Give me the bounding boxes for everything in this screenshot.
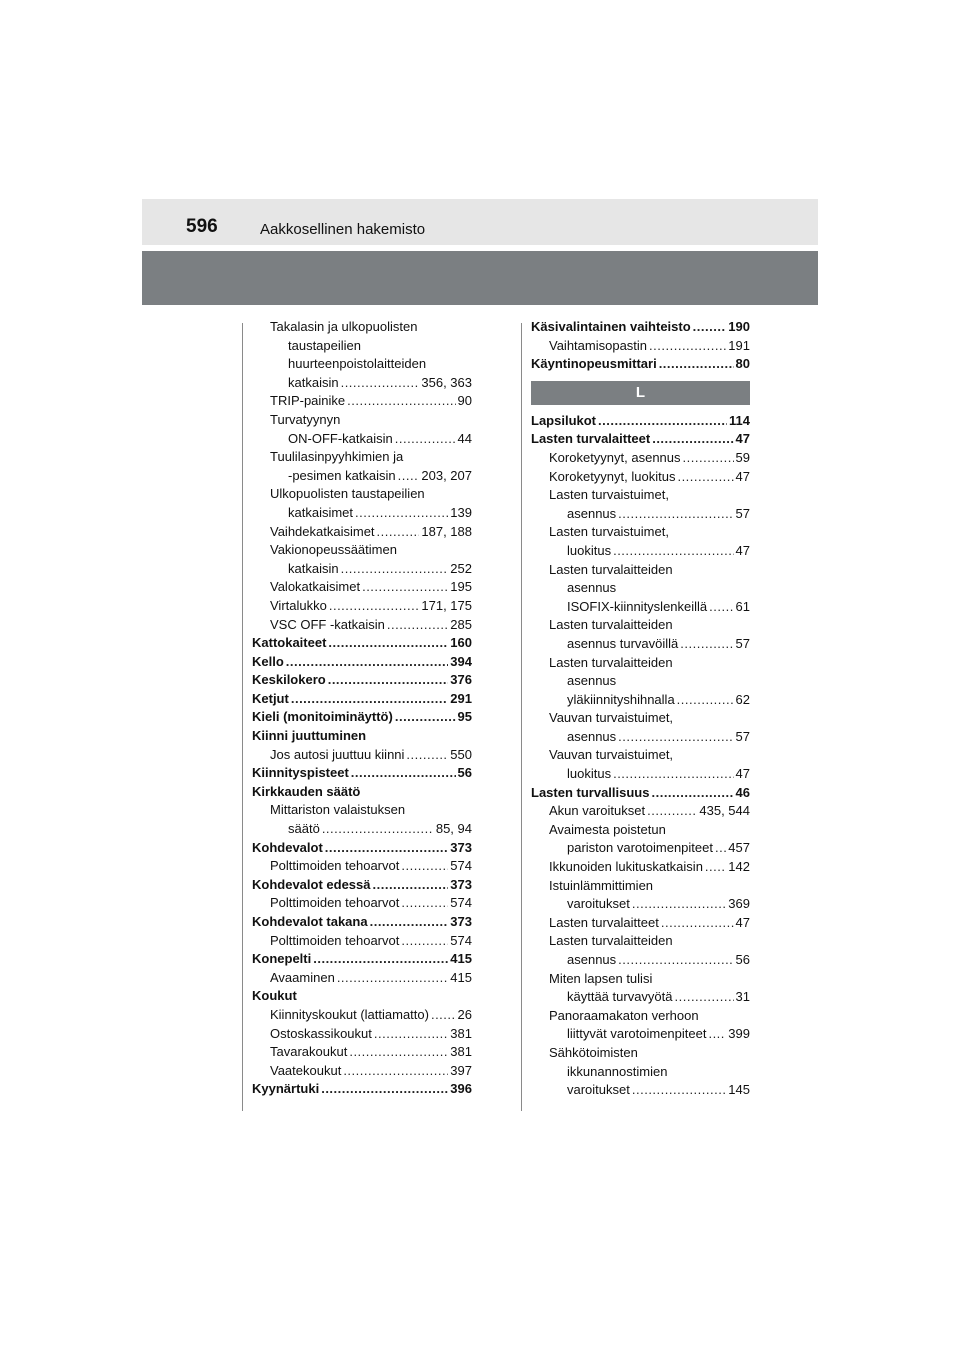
index-heading-line: Lasten turvaistuimet, (549, 487, 669, 503)
index-heading-line: Lasten turvalaitteiden (549, 617, 673, 633)
index-entry-page: 397 (450, 1062, 472, 1078)
index-entry-term: Lapsilukot (531, 412, 597, 428)
index-heading-line: Vakionopeussäätimen (270, 542, 397, 558)
index-entry-term: Koroketyynyt, asennus (549, 449, 681, 465)
index-entry-page: 285 (450, 616, 472, 632)
index-entry-page: 47 (735, 542, 750, 558)
index-entry-page: 61 (735, 598, 750, 614)
index-entry-page: 373 (450, 876, 472, 892)
index-entry-page: 160 (450, 635, 472, 651)
page-title: Aakkosellinen hakemisto (260, 221, 426, 238)
index-entry (252, 894, 472, 913)
index-entry-page: 369 (728, 896, 750, 912)
dot-leader (680, 635, 733, 654)
dot-leader (337, 969, 448, 988)
dot-leader (321, 1080, 448, 1099)
index-entry (252, 671, 472, 690)
index-entry-term: Vaihdekatkaisimet (270, 523, 375, 539)
index-heading-line: Avaimesta poistetun (549, 821, 666, 837)
dot-leader (395, 430, 456, 449)
index-entry-page: 381 (450, 1025, 472, 1041)
index-entry-term: Kohdevalot takana (252, 914, 368, 929)
index-entry-term: katkaisin (288, 560, 339, 576)
index-entry (252, 634, 472, 653)
index-entry-term: Lasten turvalaitteet (549, 914, 659, 930)
index-entry-term: Käsivalintainen vaihteisto (531, 319, 691, 334)
dot-leader (341, 560, 449, 579)
left-divider (242, 323, 243, 1111)
index-entry-term: Lasten turvallisuus (531, 784, 650, 800)
page-number: 596 (186, 216, 218, 237)
dot-leader (401, 932, 448, 951)
index-entry-term: Polttimoiden tehoarvot (270, 932, 400, 948)
dot-leader (677, 468, 733, 487)
center-divider (521, 323, 522, 1111)
index-entry-page: 26 (457, 1006, 472, 1022)
index-entry-term: Kiinnityspisteet (252, 765, 349, 781)
index-entry-term: TRIP-painike (270, 393, 346, 409)
index-entry (531, 412, 750, 431)
index-heading-line: Istuinlämmittimien (549, 877, 654, 893)
dot-leader (677, 691, 734, 710)
index-entry-page: 550 (450, 746, 472, 762)
index-entry (531, 951, 750, 970)
section-band (142, 251, 818, 305)
index-column-left (252, 318, 472, 1099)
index-entry-term: Kattokaiteet (252, 635, 327, 651)
index-entry (252, 839, 472, 858)
index-heading-line: ikkunannostimien (567, 1063, 668, 1079)
index-entry-page: 114 (729, 412, 750, 428)
dot-leader (598, 412, 727, 431)
dot-leader (683, 449, 734, 468)
index-entry-page: 47 (735, 914, 750, 930)
index-heading-line: huurteenpoistolaitteiden (288, 356, 427, 372)
index-entry-page: 62 (735, 691, 750, 707)
index-entry (531, 468, 750, 487)
index-entry-page: 394 (450, 653, 472, 669)
dot-leader (322, 820, 434, 839)
index-entry (252, 392, 472, 411)
dot-leader (355, 504, 448, 523)
index-entry (252, 560, 472, 579)
index-entry-term: Valokatkaisimet (270, 579, 361, 595)
index-entry (531, 765, 750, 784)
index-entry-page: 139 (450, 504, 472, 520)
index-entry-page: 376 (450, 672, 472, 688)
index-entry-page: 457 (728, 840, 750, 856)
index-heading-line: Mittariston valaistuksen (270, 802, 406, 818)
index-heading-line: asennus (567, 580, 617, 596)
index-entry-page: 203, 207 (421, 467, 472, 483)
dot-leader (401, 857, 448, 876)
index-entry (531, 858, 750, 877)
index-entry-term: Konepelti (252, 951, 312, 967)
index-entry-page: 195 (450, 579, 472, 595)
index-entry-page: 57 (735, 635, 750, 651)
index-entry-term: varoitukset (567, 1082, 630, 1098)
index-entry (252, 746, 472, 765)
index-entry (531, 784, 750, 803)
index-heading-line: Sähkötoimisten (549, 1044, 638, 1060)
index-entry (252, 1006, 472, 1025)
index-entry-term: Jos autosi juuttuu kiinni (270, 746, 405, 762)
index-heading-line: Lasten turvalaitteiden (549, 561, 673, 577)
index-entry-term: Kyynärtuki (252, 1081, 320, 1097)
index-entry-term: Vaihtamisopastin (549, 337, 648, 353)
index-entry-page: 399 (728, 1026, 750, 1042)
index-entry-term: asennus (567, 952, 617, 967)
index-entry (252, 1080, 472, 1099)
dot-leader (613, 542, 733, 561)
index-entry-term: Koroketyynyt, luokitus (549, 468, 676, 484)
dot-leader (401, 894, 448, 913)
index-heading-line: asennus (567, 673, 617, 689)
dot-leader (362, 578, 448, 597)
index-entry-page: 31 (735, 989, 750, 1005)
index-entry-page: 191 (728, 337, 750, 353)
index-entry-term: luokitus (567, 766, 612, 782)
dot-leader (373, 876, 449, 895)
index-heading-line: Ulkopuolisten taustapeilien (270, 486, 425, 502)
index-entry-term: Keskilokero (252, 672, 326, 688)
dot-leader (618, 505, 733, 524)
dot-leader (347, 392, 455, 411)
index-entry (252, 820, 472, 839)
dot-leader (291, 690, 448, 709)
index-entry (531, 988, 750, 1007)
index-entry (531, 542, 750, 561)
index-entry-term: Kieli (monitoiminäyttö) (252, 709, 393, 725)
dot-leader (613, 765, 733, 784)
index-entry-term: katkaisin (288, 374, 339, 390)
dot-leader (708, 1025, 726, 1044)
index-entry-term: Tavarakoukut (270, 1044, 348, 1060)
index-entry (252, 690, 472, 709)
index-entry (252, 430, 472, 449)
index-entry-term: katkaisimet (288, 504, 354, 520)
dot-leader (374, 1025, 448, 1044)
dot-leader (377, 523, 420, 542)
index-entry (252, 708, 472, 727)
index-heading-line: Miten lapsen tulisi (549, 970, 653, 986)
index-entry-term: -pesimen katkaisin (288, 467, 396, 483)
index-entry-term: ISOFIX-kiinnityslenkeillä (567, 598, 708, 614)
index-entry (531, 505, 750, 524)
index-entry (531, 337, 750, 356)
index-entry-term: ON-OFF-katkaisin (288, 430, 393, 446)
index-entry (252, 764, 472, 783)
index-entry-term: varoitukset (567, 896, 630, 912)
dot-leader (661, 914, 734, 933)
index-entry (531, 728, 750, 747)
index-heading-line: taustapeilien (288, 337, 361, 353)
index-entry (531, 802, 750, 821)
index-entry (252, 597, 472, 616)
index-entry-page: 59 (735, 449, 750, 465)
index-entry (531, 449, 750, 468)
index-entry-term: Virtalukko (270, 597, 327, 613)
dot-leader (659, 355, 734, 374)
index-entry-page: 142 (728, 859, 750, 875)
index-entry-page: 47 (735, 468, 750, 484)
index-entry-term: Kohdevalot edessä (252, 876, 371, 892)
index-entry (531, 839, 750, 858)
index-entry-term: Kohdevalot (252, 839, 323, 855)
index-entry (531, 430, 750, 449)
dot-leader (328, 634, 448, 653)
index-entry-term: Ostoskassikoukut (270, 1025, 372, 1041)
index-heading-line: Lasten turvalaitteiden (549, 933, 673, 949)
index-entry-term: asennus (567, 505, 617, 521)
index-entry-term: Lasten turvalaitteet (531, 431, 651, 447)
dot-leader (313, 950, 448, 969)
index-entry-page: 57 (735, 505, 750, 521)
index-entry (252, 950, 472, 969)
index-entry-term: liittyvät varotoimenpiteet (567, 1026, 707, 1042)
dot-leader (675, 988, 734, 1007)
index-entry-page: 190 (728, 319, 750, 334)
index-entry-page: 90 (457, 393, 472, 409)
dot-leader (406, 746, 448, 765)
index-entry-term: Ketjut (252, 690, 289, 706)
index-heading-line: Panoraamakaton verhoon (549, 1007, 699, 1023)
index-entry-term: säätö (288, 821, 320, 837)
index-entry-term: Kiinnityskoukut (lattiamatto) (270, 1006, 429, 1022)
index-entry-page: 95 (457, 709, 472, 725)
index-entry (252, 467, 472, 486)
dot-leader (651, 784, 733, 803)
index-entry-page: 252 (450, 560, 472, 576)
index-entry-page: 57 (735, 728, 750, 744)
dot-leader (387, 616, 448, 635)
index-entry-page: 574 (450, 895, 472, 911)
index-entry-page: 415 (450, 969, 472, 985)
dot-leader (349, 1043, 448, 1062)
index-heading-line: Turvatyynyn (270, 411, 341, 427)
index-heading-line: Lasten turvaistuimet, (549, 524, 669, 540)
index-entry-page: 373 (450, 839, 472, 855)
dot-leader (341, 374, 420, 393)
index-entry (252, 1043, 472, 1062)
dot-leader (647, 802, 697, 821)
index-entry-term: Polttimoiden tehoarvot (270, 858, 400, 874)
index-entry-term: Käyntinopeusmittari (531, 356, 657, 372)
index-heading-line: Koukut (252, 988, 297, 1004)
dot-leader (431, 1006, 456, 1025)
index-entry-page: 291 (450, 690, 472, 706)
index-entry (252, 523, 472, 542)
index-entry (531, 1081, 750, 1100)
dot-leader (329, 597, 420, 616)
index-entry (531, 635, 750, 654)
index-entry (252, 932, 472, 951)
index-entry-page: 381 (450, 1044, 472, 1060)
dot-leader (705, 858, 726, 877)
dot-leader (632, 895, 726, 914)
index-entry-page: 56 (457, 765, 472, 781)
index-entry-page: 47 (735, 431, 750, 447)
dot-leader (325, 839, 449, 858)
index-entry-page: 373 (450, 914, 472, 929)
index-entry (531, 598, 750, 617)
index-entry (531, 1025, 750, 1044)
index-entry (252, 616, 472, 635)
index-entry (531, 355, 750, 374)
index-entry-page: 44 (457, 430, 472, 446)
dot-leader (649, 337, 726, 356)
index-entry (252, 504, 472, 523)
index-entry-page: 80 (735, 356, 750, 372)
index-entry-term: asennus (567, 728, 617, 744)
index-entry-page: 396 (450, 1081, 472, 1097)
index-heading-line: Kirkkauden säätö (252, 783, 361, 799)
index-entry-page: 56 (735, 952, 750, 967)
index-heading-line: Takalasin ja ulkopuolisten (270, 319, 418, 334)
index-entry-term: Kello (252, 653, 284, 669)
index-entry-page: 171, 175 (421, 597, 472, 613)
index-entry-page: 187, 188 (421, 523, 472, 539)
index-column-right (531, 318, 750, 1100)
index-heading-line: Lasten turvalaitteiden (549, 654, 673, 670)
index-entry-page: 415 (450, 951, 472, 967)
dot-leader (618, 951, 733, 970)
index-entry-term: Ikkunoiden lukituskatkaisin (549, 859, 703, 875)
dot-leader (693, 318, 727, 337)
index-entry-term: luokitus (567, 542, 612, 558)
index-entry-term: asennus turvavöillä (567, 635, 679, 651)
index-entry-page: 46 (735, 784, 750, 800)
index-entry (531, 914, 750, 933)
dot-leader (652, 430, 733, 449)
index-entry (252, 578, 472, 597)
index-entry-page: 435, 544 (699, 803, 750, 819)
index-entry-page: 145 (728, 1082, 750, 1098)
dot-leader (709, 598, 733, 617)
index-entry (252, 1025, 472, 1044)
index-entry-term: VSC OFF -katkaisin (270, 616, 385, 632)
dot-leader (395, 708, 456, 727)
index-entry-page: 574 (450, 932, 472, 948)
index-entry-term: Akun varoitukset (549, 803, 646, 819)
index-entry-term: Avaaminen (270, 969, 335, 985)
index-entry (252, 374, 472, 393)
dot-leader (398, 467, 420, 486)
index-entry-term: yläkiinnityshihnalla (567, 691, 675, 707)
index-heading-line: Tuulilasinpyyhkimien ja (270, 449, 404, 465)
index-entry-term: käyttää turvavyötä (567, 989, 673, 1005)
index-entry (252, 857, 472, 876)
index-entry-page: 356, 363 (421, 374, 472, 390)
index-entry (531, 895, 750, 914)
index-entry (252, 1062, 472, 1081)
dot-leader (328, 671, 449, 690)
header-band (142, 199, 818, 245)
dot-leader (351, 764, 456, 783)
index-entry-page: 85, 94 (435, 821, 472, 837)
index-letter-heading: L (531, 381, 750, 405)
index-entry (252, 653, 472, 672)
index-heading-line: Vauvan turvaistuimet, (549, 710, 674, 726)
index-entry (252, 913, 472, 932)
dot-leader (286, 653, 449, 672)
index-entry (252, 969, 472, 988)
index-entry-page: 574 (450, 858, 472, 874)
index-entry-page: 47 (735, 766, 750, 782)
index-heading-line: Vauvan turvaistuimet, (549, 747, 674, 763)
index-entry (531, 691, 750, 710)
index-entry-term: Vaatekoukut (270, 1062, 342, 1078)
index-entry (252, 876, 472, 895)
index-entry (531, 318, 750, 337)
index-entry-term: pariston varotoimenpiteet (567, 840, 713, 856)
index-entry-term: Polttimoiden tehoarvot (270, 895, 400, 911)
dot-leader (618, 728, 733, 747)
dot-leader (343, 1062, 448, 1081)
dot-leader (715, 839, 726, 858)
dot-leader (632, 1081, 726, 1100)
dot-leader (370, 913, 449, 932)
index-heading-line: Kiinni juuttuminen (252, 728, 367, 744)
